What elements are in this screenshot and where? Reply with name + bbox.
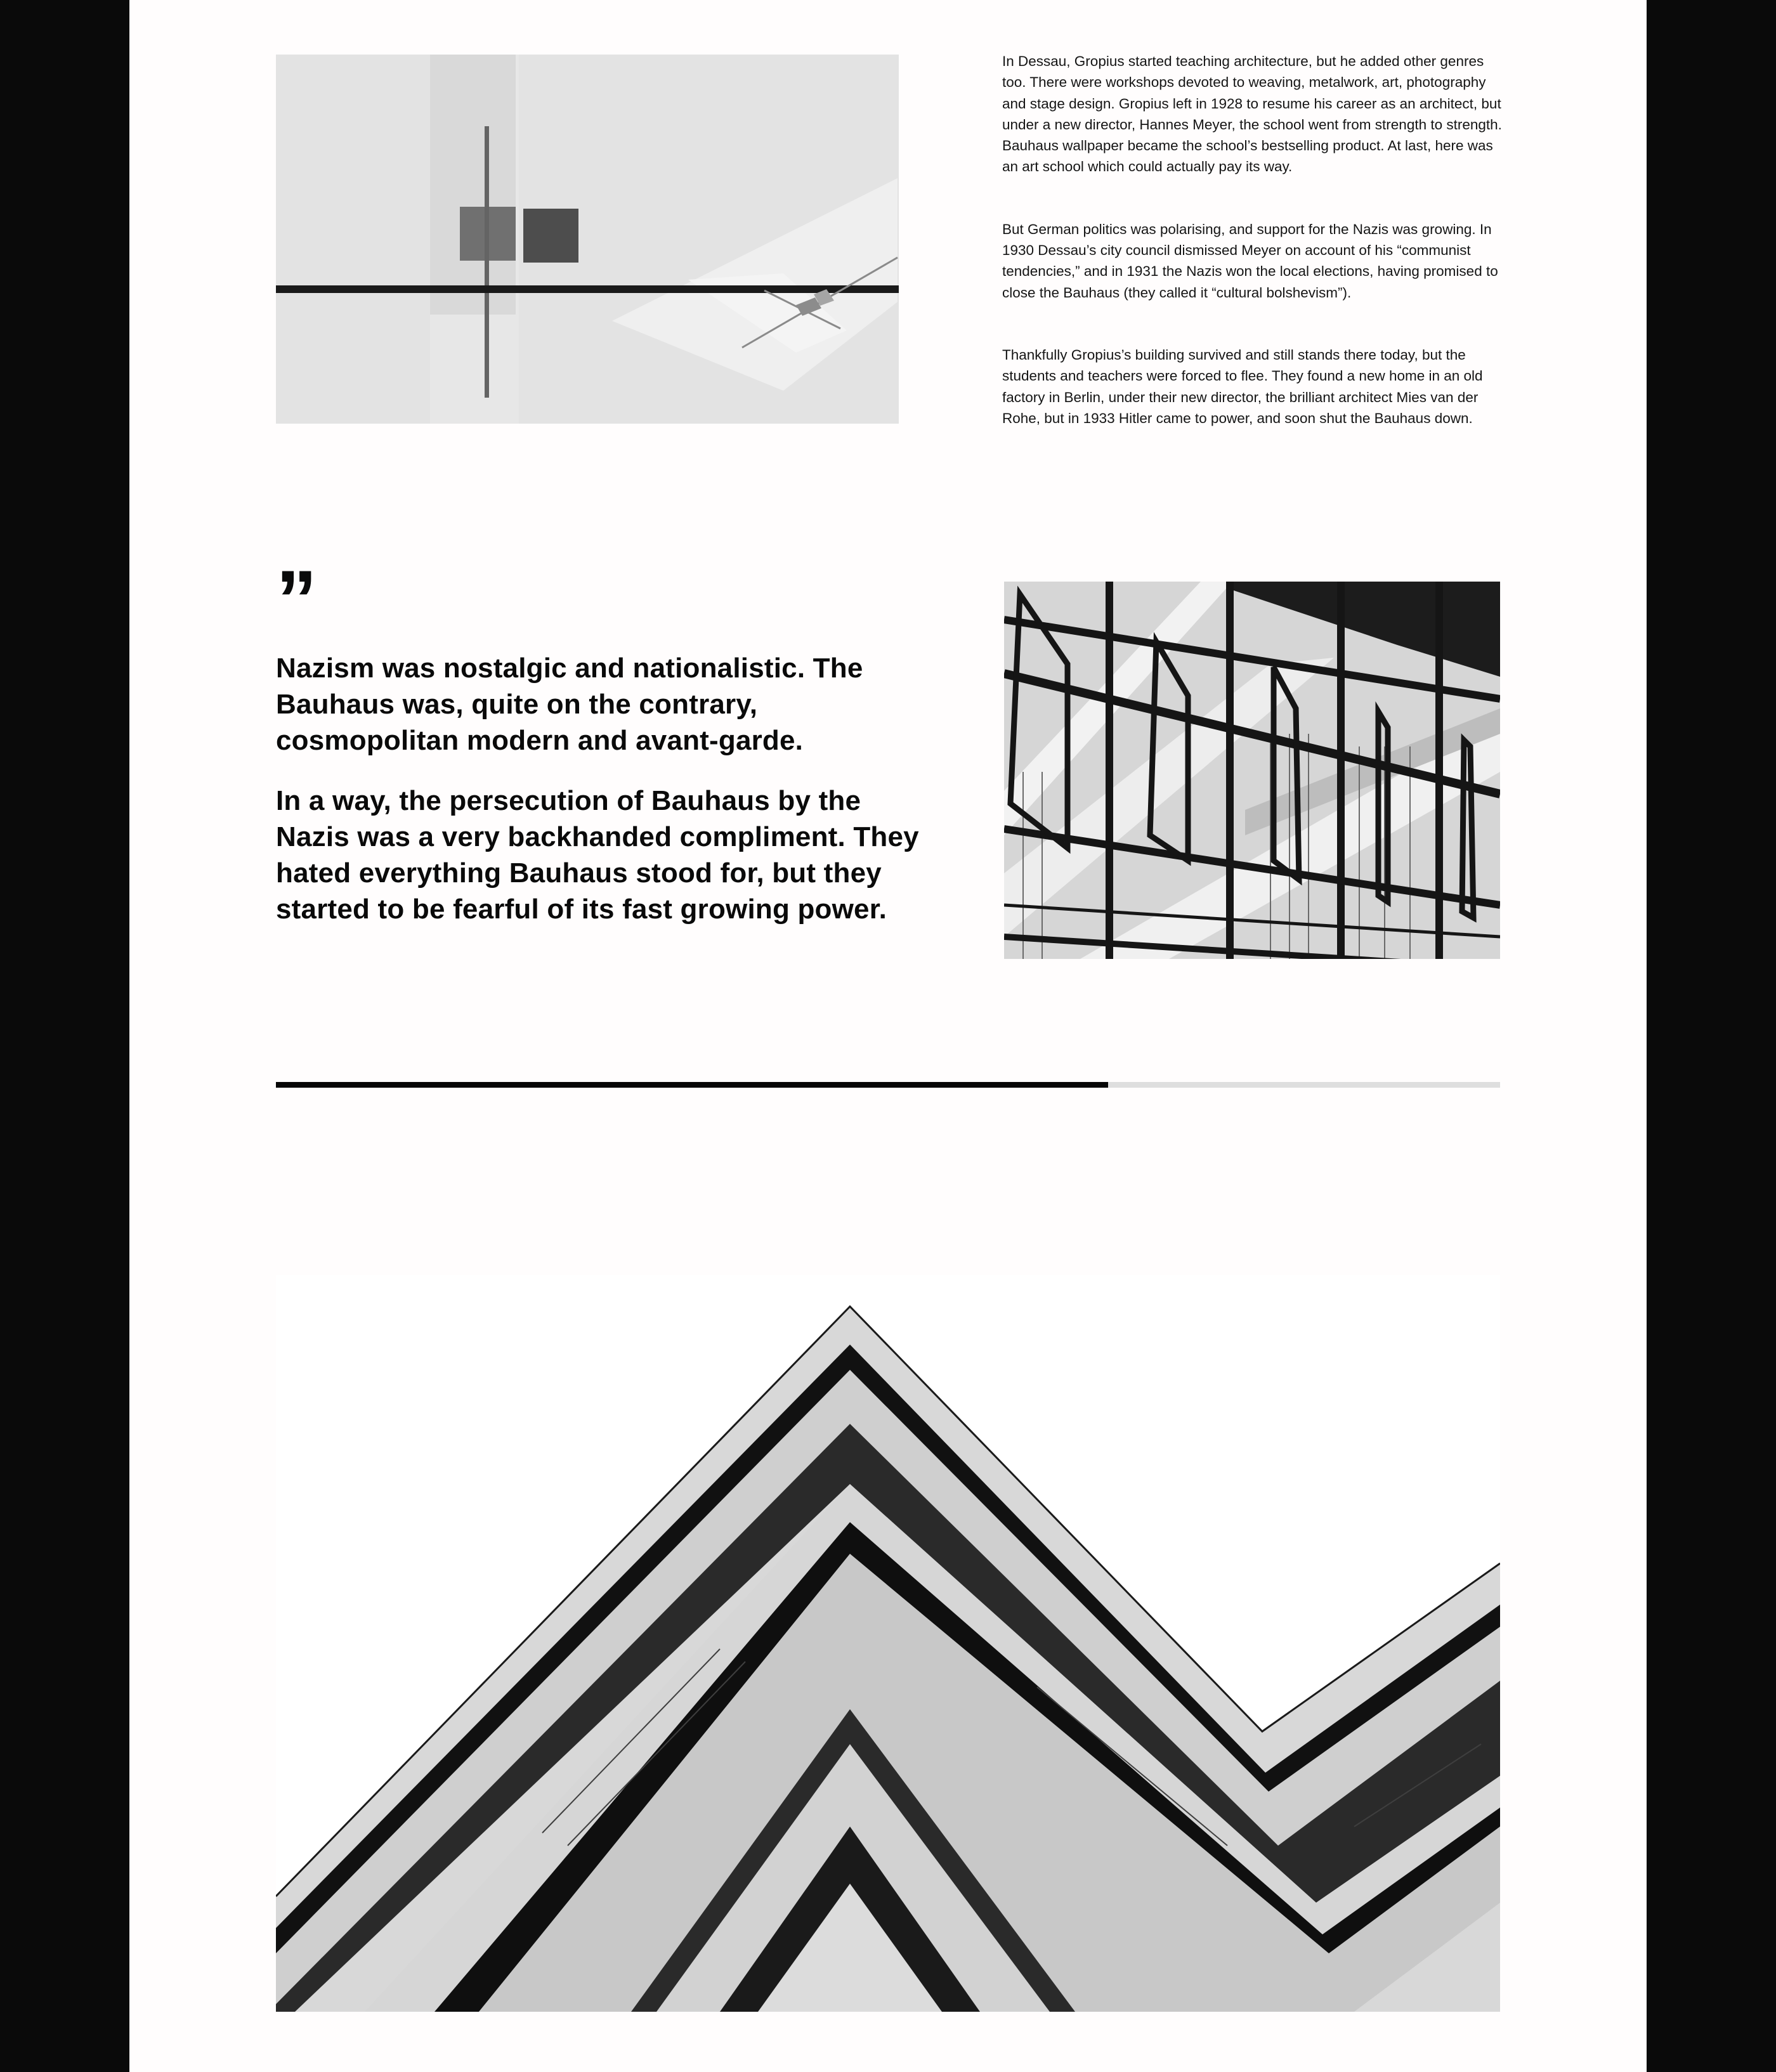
pull-quote-paragraph: In a way, the persecution of Bauhaus by the Nazis was a very backhanded compliment. They hated everything Bauhaus stood for, but they started to be fearful of its fast growing power. bbox=[276, 785, 919, 925]
window-facade-image bbox=[1004, 582, 1500, 959]
abstract-painting-image bbox=[276, 55, 899, 424]
pull-quote-paragraph: Nazism was nostalgic and nationalistic. The Bauhaus was, quite on the contrary, cosmopolitan modern and avant-garde. bbox=[276, 653, 863, 756]
article-paragraph: In Dessau, Gropius started teaching architecture, but he added other genres too. There were workshops devoted to weaving, metalwork, art, photography and stage design. Gropius left in 1928 to resume his career as an architect, but under a new director, Hannes Meyer, the school went from strength to strength. Bauhaus wallpaper became the school’s bestselling product. At last, here was an art school which could actually pay its way. bbox=[1002, 53, 1502, 175]
reading-progress-bar bbox=[276, 1082, 1500, 1088]
zigzag-architecture-image bbox=[276, 1275, 1500, 2012]
closing-quote-icon: ” bbox=[276, 553, 313, 646]
article-paragraph: Thankfully Gropius’s building survived and still stands there today, but the students and teachers were forced to flee. They found a new home in an old factory in Berlin, under their new director, the brilliant architect Mies van der Rohe, but in 1933 Hitler came to power, and soon shut the Bauhaus down. bbox=[1002, 346, 1483, 426]
article-paragraph: But German politics was polarising, and support for the Nazis was growing. In 1930 Dessau’s city council dismissed Meyer on account of his “communist tendencies,” and in 1931 the Nazis won the local elections, having promised to close the Bauhaus (they called it “cultural bolshevism”). bbox=[1002, 221, 1498, 301]
pull-quote bbox=[276, 650, 923, 951]
article-body bbox=[1002, 51, 1510, 470]
article-page bbox=[129, 0, 1647, 2072]
reading-progress-fill bbox=[276, 1082, 1108, 1088]
